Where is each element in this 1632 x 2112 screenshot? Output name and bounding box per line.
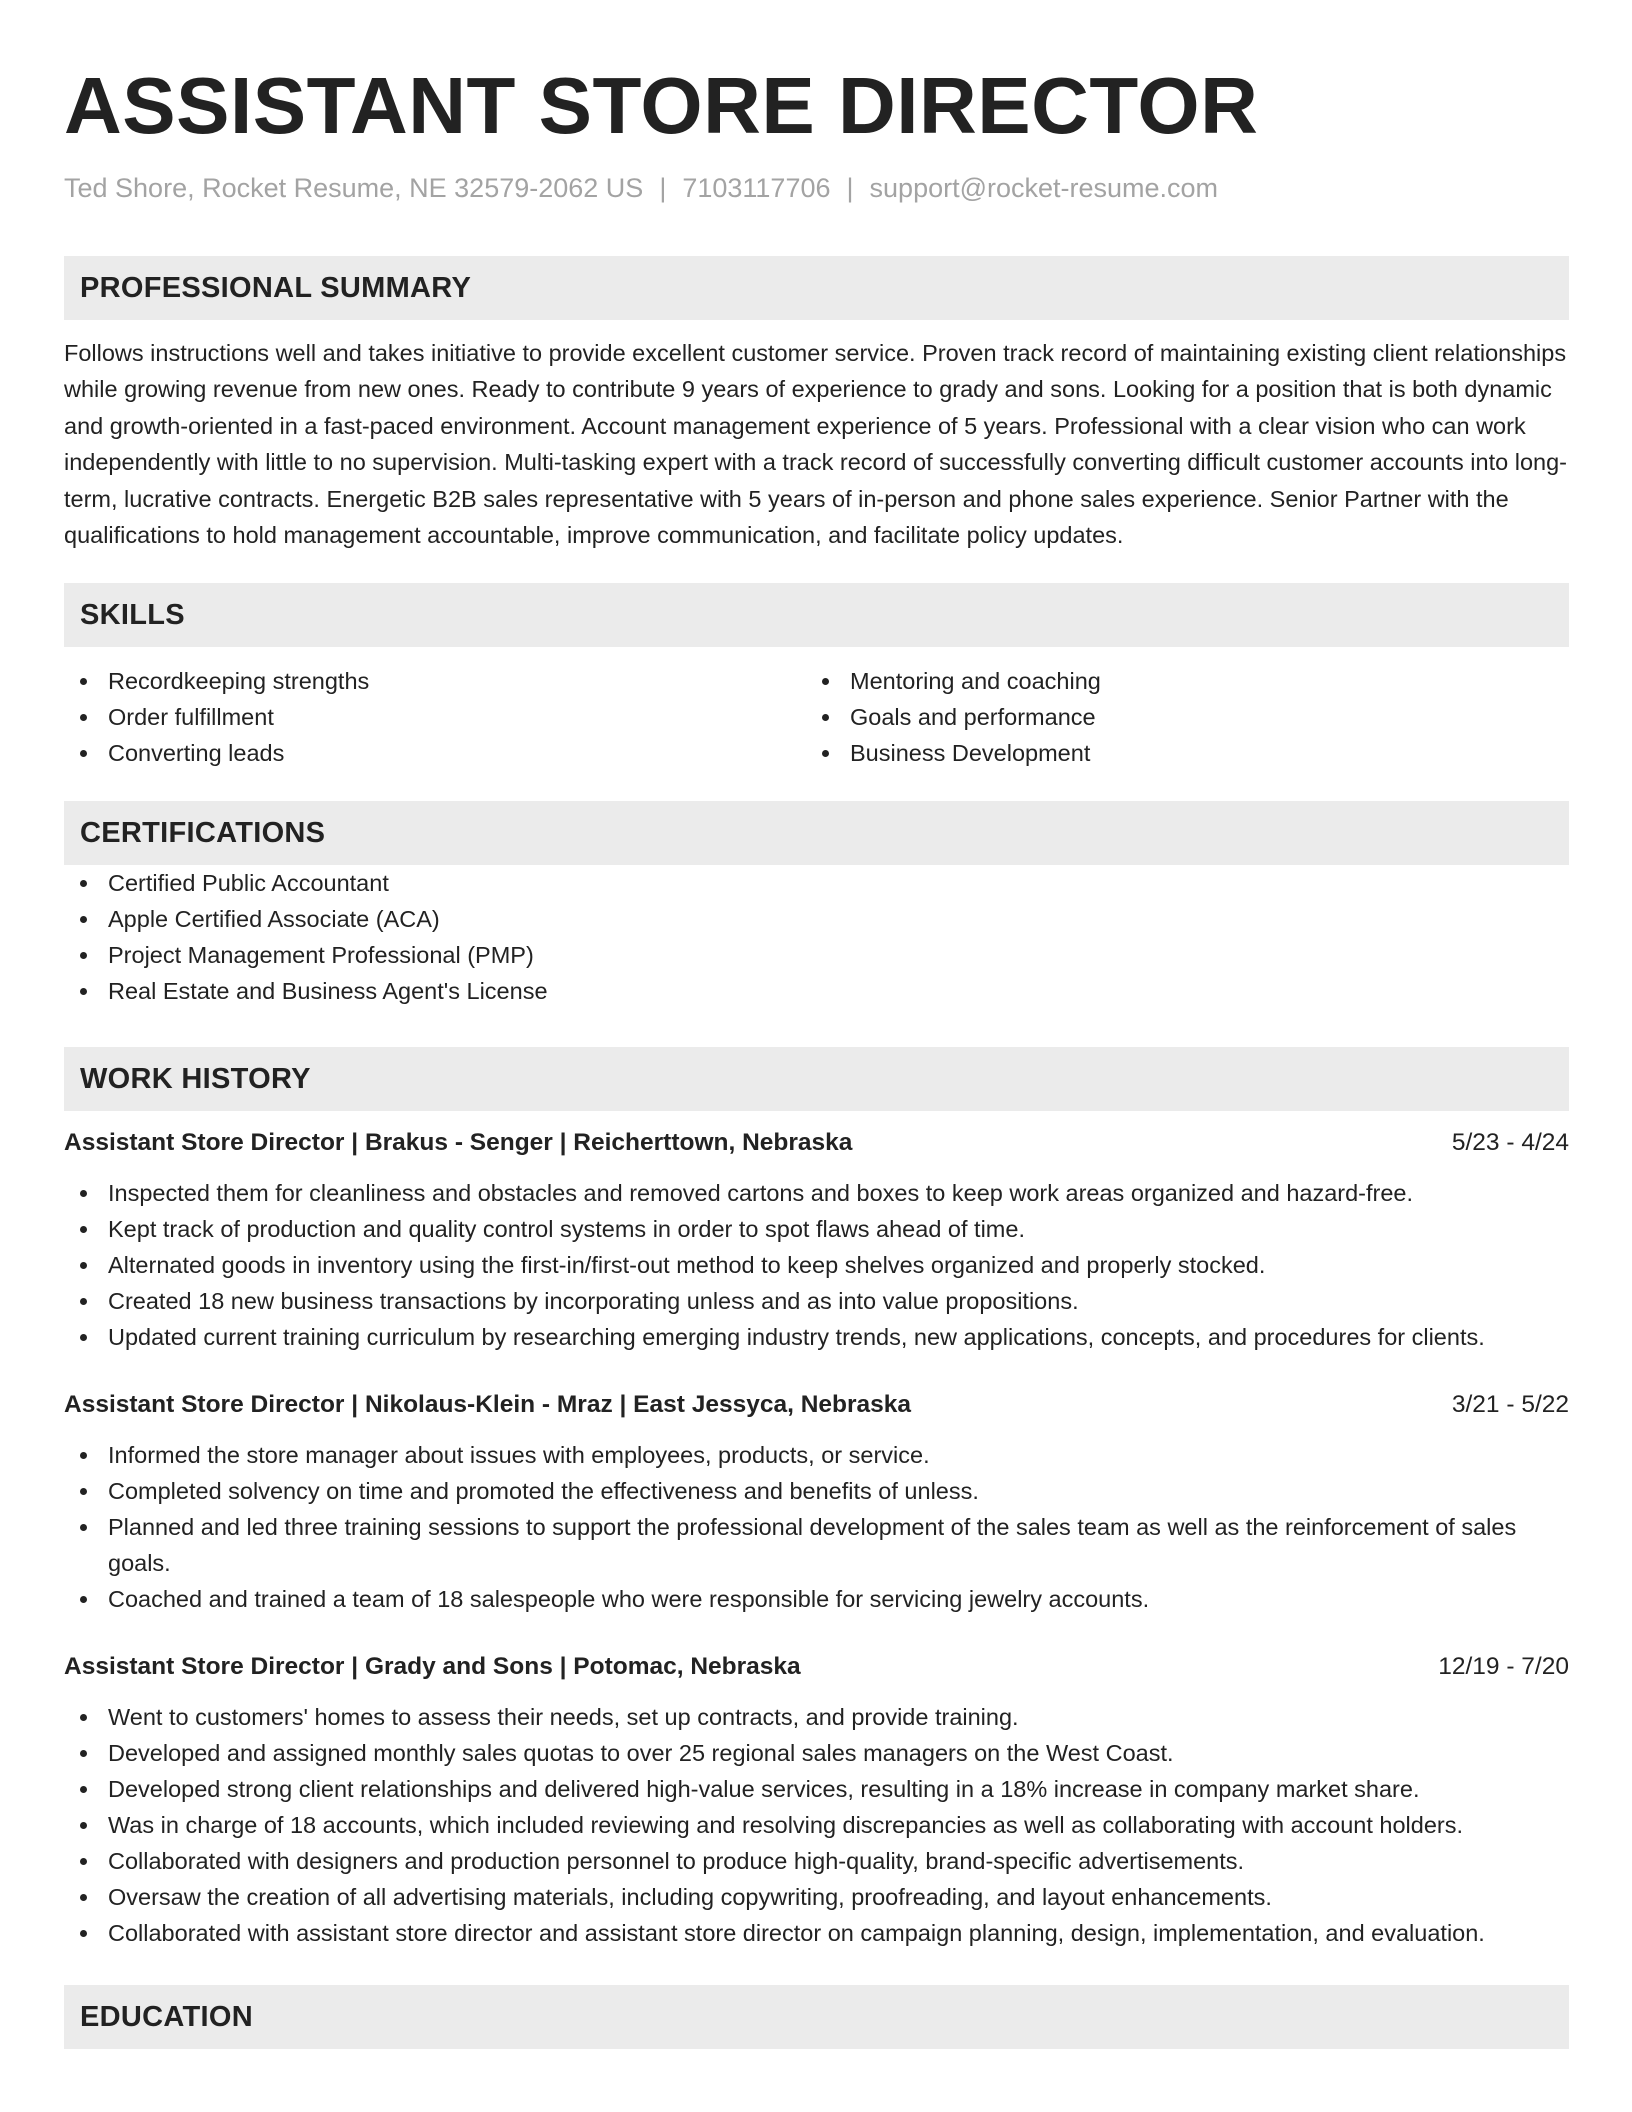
summary-text: Follows instructions well and takes initiative to provide excellent customer service. Proven track record of maintaining existing client relationships while growing revenue from new ones. Ready to contribute 9 years of experience to grady and sons. Looking for a position that is both dynamic and growth-oriented in a fast-paced environment. Account management experience of 5 years. Professional with a clear vision who can work independently with little to no supervision. Multi-tasking expert with a track record of successfully converting difficult customer accounts into long-term, lucrative contracts. Energetic B2B sales representative with 5 years of in-person and phone sales experience. Senior Partner with the qualifications to hold management accountable, improve communication, and facilitate policy updates.	[64, 340, 1567, 549]
job-title: Assistant Store Director | Brakus - Senger | Reicherttown, Nebraska	[64, 1129, 853, 1157]
certifications-list	[64, 865, 1569, 1009]
job-bullet: Was in charge of 18 accounts, which included reviewing and resolving discrepancies as well as collaborating with account holders.	[64, 1807, 1569, 1843]
job-title: Assistant Store Director | Nikolaus-Klein - Mraz | East Jessyca, Nebraska	[64, 1391, 912, 1419]
job-bullet: Updated current training curriculum by researching emerging industry trends, new applications, concepts, and procedures for clients.	[64, 1319, 1569, 1355]
job-dates: 12/19 - 7/20	[1438, 1653, 1569, 1681]
job-entry	[64, 1649, 1569, 1951]
resume-title: ASSISTANT STORE DIRECTOR	[64, 61, 1259, 150]
job-entry	[64, 1125, 1569, 1355]
job-bullet: Developed strong client relationships and delivered high-value services, resulting in a 18% increase in company market share.	[64, 1771, 1569, 1807]
contact-email: support@rocket-resume.com	[869, 173, 1219, 203]
job-bullet: Developed and assigned monthly sales quotas to over 25 regional sales managers on the West Coast.	[64, 1735, 1569, 1771]
job-bullet: Coached and trained a team of 18 salespeople who were responsible for servicing jewelry accounts.	[64, 1581, 1569, 1617]
contact-address: Ted Shore, Rocket Resume, NE 32579-2062 US	[64, 173, 644, 203]
certification-item: Project Management Professional (PMP)	[64, 937, 1569, 973]
resume-page	[64, 0, 1569, 2049]
skill-item: Recordkeeping strengths	[64, 663, 806, 699]
contact-separator: |	[846, 173, 854, 203]
job-bullet: Collaborated with assistant store director and assistant store director on campaign planning, design, implementation, and evaluation.	[64, 1915, 1569, 1951]
job-bullet: Inspected them for cleanliness and obstacles and removed cartons and boxes to keep work areas organized and hazard-free.	[64, 1175, 1569, 1211]
job-bullets	[64, 1699, 1569, 1951]
contact-separator: |	[659, 173, 667, 203]
skill-item: Business Development	[806, 735, 1548, 771]
job-bullet: Completed solvency on time and promoted the effectiveness and benefits of unless.	[64, 1473, 1569, 1509]
job-bullets	[64, 1175, 1569, 1355]
job-bullet: Created 18 new business transactions by incorporating unless and as into value propositions.	[64, 1283, 1569, 1319]
job-bullet: Went to customers' homes to assess their needs, set up contracts, and provide training.	[64, 1699, 1569, 1735]
section-heading-work-history: WORK HISTORY	[64, 1047, 1569, 1111]
skill-item: Order fulfillment	[64, 699, 806, 735]
job-bullet: Informed the store manager about issues with employees, products, or service.	[64, 1437, 1569, 1473]
certification-item: Certified Public Accountant	[64, 865, 1569, 901]
section-heading-certifications: CERTIFICATIONS	[64, 801, 1569, 865]
certification-item: Real Estate and Business Agent's License	[64, 973, 1569, 1009]
job-dates: 3/21 - 5/22	[1451, 1391, 1569, 1419]
contact-phone: 7103117706	[682, 173, 831, 203]
contact-line	[64, 168, 1569, 208]
skills-column-left	[64, 663, 806, 771]
skill-item: Mentoring and coaching	[806, 663, 1548, 699]
job-bullets	[64, 1437, 1569, 1617]
section-heading-skills: SKILLS	[64, 583, 1569, 647]
job-bullet: Collaborated with designers and production personnel to produce high-quality, brand-specific advertisements.	[64, 1843, 1569, 1879]
job-bullet: Oversaw the creation of all advertising materials, including copywriting, proofreading, and layout enhancements.	[64, 1879, 1569, 1915]
job-entry	[64, 1387, 1569, 1617]
certification-item: Apple Certified Associate (ACA)	[64, 901, 1569, 937]
section-heading-education: EDUCATION	[64, 1985, 1569, 2049]
job-header	[64, 1125, 1569, 1161]
skill-item: Converting leads	[64, 735, 806, 771]
job-bullet: Kept track of production and quality control systems in order to spot flaws ahead of time.	[64, 1211, 1569, 1247]
job-header	[64, 1649, 1569, 1685]
job-dates: 5/23 - 4/24	[1451, 1129, 1569, 1157]
skill-item: Goals and performance	[806, 699, 1548, 735]
skills-list	[64, 663, 1569, 771]
job-title: Assistant Store Director | Grady and Sons | Potomac, Nebraska	[64, 1653, 801, 1681]
section-heading-summary: PROFESSIONAL SUMMARY	[64, 256, 1569, 320]
skills-column-right	[806, 663, 1548, 771]
job-header	[64, 1387, 1569, 1423]
job-bullet: Alternated goods in inventory using the first-in/first-out method to keep shelves organized and properly stocked.	[64, 1247, 1569, 1283]
job-bullet: Planned and led three training sessions to support the professional development of the sales team as well as the reinforcement of sales goals.	[64, 1509, 1569, 1581]
